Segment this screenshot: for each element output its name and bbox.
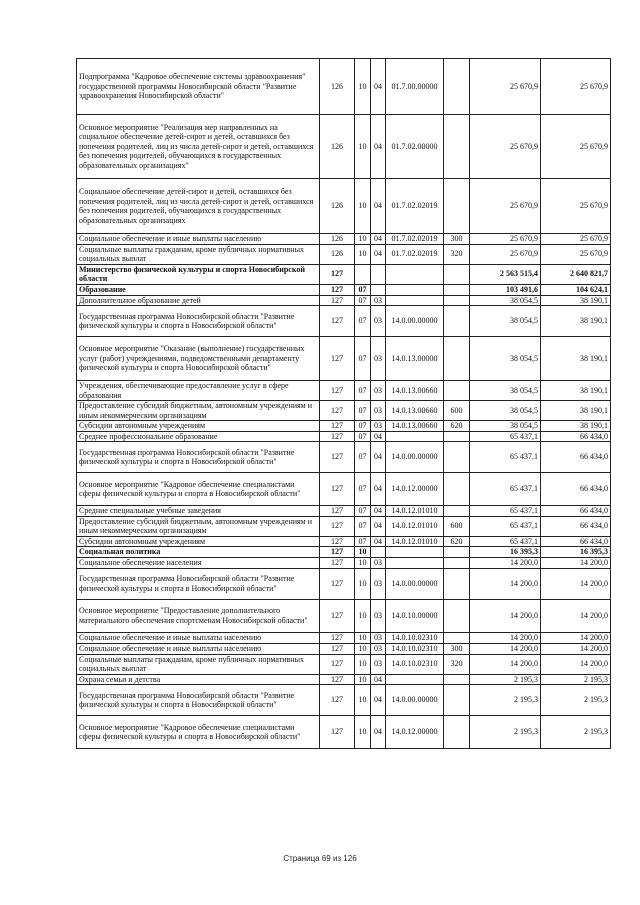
subsection-code-cell xyxy=(371,547,386,558)
subsection-code-cell: 03 xyxy=(371,381,386,401)
amount-year1-cell: 38 054,5 xyxy=(470,421,541,432)
table-row xyxy=(77,558,611,569)
expense-type-cell xyxy=(444,179,470,234)
row-name-cell: Социальное обеспечение детей-сирот и детей, оставшихся без попечения родителей, лиц из числа детей-сирот и детей, оставшихся без попечения родителей, обучающихся в государственных образовательных организациях xyxy=(77,179,320,234)
amount-year2-cell: 14 200,0 xyxy=(541,654,611,674)
target-article-cell: 14.0.13.00000 xyxy=(386,337,444,381)
row-name-cell: Государственная программа Новосибирской области "Развитие физической культуры и спорта в Новосибирской области" xyxy=(77,568,320,599)
table-row xyxy=(77,234,611,245)
ministry-code-cell: 127 xyxy=(320,337,355,381)
section-code-cell: 10 xyxy=(355,716,371,749)
expense-type-cell xyxy=(444,337,470,381)
subsection-code-cell xyxy=(371,264,386,284)
amount-year1-cell: 14 200,0 xyxy=(470,558,541,569)
ministry-code-cell: 127 xyxy=(320,558,355,569)
section-code-cell: 07 xyxy=(355,337,371,381)
subsection-code-cell: 04 xyxy=(371,685,386,716)
subsection-code-cell: 03 xyxy=(371,568,386,599)
section-code-cell: 10 xyxy=(355,643,371,654)
row-name-cell: Министерство физической культуры и спорта Новосибирской области xyxy=(77,264,320,284)
section-code-cell: 07 xyxy=(355,306,371,337)
expense-type-cell xyxy=(444,674,470,685)
amount-year1-cell: 65 437,1 xyxy=(470,516,541,536)
amount-year1-cell: 2 195,3 xyxy=(470,685,541,716)
table-row xyxy=(77,516,611,536)
amount-year2-cell: 2 195,3 xyxy=(541,685,611,716)
ministry-code-cell: 127 xyxy=(320,431,355,442)
section-code-cell: 10 xyxy=(355,599,371,632)
ministry-code-cell: 126 xyxy=(320,115,355,179)
target-article-cell xyxy=(386,547,444,558)
expense-type-cell: 320 xyxy=(444,654,470,674)
subsection-code-cell: 04 xyxy=(371,234,386,245)
ministry-code-cell: 127 xyxy=(320,381,355,401)
expense-type-cell xyxy=(444,632,470,643)
section-code-cell: 07 xyxy=(355,442,371,473)
amount-year2-cell: 16 395,3 xyxy=(541,547,611,558)
table-row xyxy=(77,295,611,306)
amount-year2-cell: 25 670,9 xyxy=(541,115,611,179)
amount-year2-cell: 66 434,0 xyxy=(541,536,611,547)
expense-type-cell xyxy=(444,506,470,517)
subsection-code-cell: 04 xyxy=(371,536,386,547)
table-row xyxy=(77,421,611,432)
amount-year1-cell: 14 200,0 xyxy=(470,599,541,632)
expense-type-cell: 600 xyxy=(444,401,470,421)
section-code-cell: 10 xyxy=(355,674,371,685)
amount-year1-cell: 14 200,0 xyxy=(470,654,541,674)
section-code-cell: 07 xyxy=(355,473,371,506)
table-row xyxy=(77,284,611,295)
target-article-cell: 14.0.13.00660 xyxy=(386,421,444,432)
expense-type-cell: 600 xyxy=(444,516,470,536)
table-row xyxy=(77,264,611,284)
table-row xyxy=(77,674,611,685)
subsection-code-cell: 04 xyxy=(371,442,386,473)
subsection-code-cell xyxy=(371,284,386,295)
subsection-code-cell: 03 xyxy=(371,558,386,569)
subsection-code-cell: 04 xyxy=(371,431,386,442)
expense-type-cell xyxy=(444,431,470,442)
target-article-cell: 01.7.02.02019 xyxy=(386,244,444,264)
section-code-cell: 07 xyxy=(355,401,371,421)
ministry-code-cell: 127 xyxy=(320,536,355,547)
amount-year2-cell: 104 624,1 xyxy=(541,284,611,295)
expense-type-cell: 620 xyxy=(444,421,470,432)
row-name-cell: Предоставление субсидий бюджетным, автономным учреждениям и иным некоммерческим организациям xyxy=(77,516,320,536)
section-code-cell xyxy=(355,264,371,284)
amount-year2-cell: 14 200,0 xyxy=(541,568,611,599)
amount-year1-cell: 14 200,0 xyxy=(470,568,541,599)
ministry-code-cell: 127 xyxy=(320,264,355,284)
row-name-cell: Учреждения, обеспечивающие предоставление услуг в сфере образования xyxy=(77,381,320,401)
expense-type-cell xyxy=(444,381,470,401)
target-article-cell: 01.7.00.00000 xyxy=(386,59,444,115)
row-name-cell: Предоставление субсидий бюджетным, автономным учреждениям и иным некоммерческим организациям xyxy=(77,401,320,421)
amount-year1-cell: 65 437,1 xyxy=(470,431,541,442)
amount-year2-cell: 14 200,0 xyxy=(541,632,611,643)
row-name-cell: Основное мероприятие "Оказание (выполнение) государственных услуг (работ) учреждениями, подведомственными департаменту физической культуры и спорта Новосибирской области" xyxy=(77,337,320,381)
target-article-cell: 14.0.12.00000 xyxy=(386,716,444,749)
amount-year1-cell: 65 437,1 xyxy=(470,442,541,473)
section-code-cell: 07 xyxy=(355,536,371,547)
target-article-cell: 14.0.13.00660 xyxy=(386,381,444,401)
row-name-cell: Основное мероприятие "Кадровое обеспечение специалистами сферы физической культуры и спорта в Новосибирской области" xyxy=(77,716,320,749)
expense-type-cell: 300 xyxy=(444,234,470,245)
amount-year2-cell: 25 670,9 xyxy=(541,244,611,264)
target-article-cell xyxy=(386,558,444,569)
target-article-cell xyxy=(386,284,444,295)
subsection-code-cell: 04 xyxy=(371,179,386,234)
subsection-code-cell: 03 xyxy=(371,295,386,306)
ministry-code-cell: 126 xyxy=(320,179,355,234)
table-row xyxy=(77,599,611,632)
table-row xyxy=(77,244,611,264)
amount-year2-cell: 25 670,9 xyxy=(541,234,611,245)
row-name-cell: Основное мероприятие "Кадровое обеспечение специалистами сферы физической культуры и спорта в Новосибирской области" xyxy=(77,473,320,506)
table-row xyxy=(77,632,611,643)
target-article-cell: 14.0.00.00000 xyxy=(386,442,444,473)
amount-year2-cell: 66 434,0 xyxy=(541,506,611,517)
amount-year2-cell: 38 190,1 xyxy=(541,306,611,337)
subsection-code-cell: 03 xyxy=(371,306,386,337)
section-code-cell: 10 xyxy=(355,115,371,179)
expense-type-cell: 320 xyxy=(444,244,470,264)
table-row xyxy=(77,431,611,442)
row-name-cell: Социальные выплаты гражданам, кроме публичных нормативных социальных выплат xyxy=(77,244,320,264)
expense-type-cell xyxy=(444,473,470,506)
target-article-cell: 14.0.10.02310 xyxy=(386,643,444,654)
subsection-code-cell: 04 xyxy=(371,516,386,536)
subsection-code-cell: 04 xyxy=(371,115,386,179)
table-row xyxy=(77,547,611,558)
target-article-cell: 01.7.02.00000 xyxy=(386,115,444,179)
amount-year2-cell: 2 195,3 xyxy=(541,674,611,685)
section-code-cell: 07 xyxy=(355,506,371,517)
row-name-cell: Средние специальные учебные заведения xyxy=(77,506,320,517)
row-name-cell: Социальное обеспечение населения xyxy=(77,558,320,569)
section-code-cell: 10 xyxy=(355,558,371,569)
ministry-code-cell: 127 xyxy=(320,632,355,643)
ministry-code-cell: 127 xyxy=(320,599,355,632)
amount-year2-cell: 66 434,0 xyxy=(541,431,611,442)
section-code-cell: 10 xyxy=(355,244,371,264)
amount-year2-cell: 38 190,1 xyxy=(541,401,611,421)
amount-year1-cell: 16 395,3 xyxy=(470,547,541,558)
expense-type-cell xyxy=(444,685,470,716)
amount-year1-cell: 25 670,9 xyxy=(470,244,541,264)
amount-year2-cell: 66 434,0 xyxy=(541,516,611,536)
subsection-code-cell: 03 xyxy=(371,401,386,421)
expense-type-cell xyxy=(444,284,470,295)
section-code-cell: 10 xyxy=(355,685,371,716)
ministry-code-cell: 127 xyxy=(320,284,355,295)
section-code-cell: 10 xyxy=(355,547,371,558)
expense-type-cell xyxy=(444,568,470,599)
expense-type-cell xyxy=(444,306,470,337)
amount-year1-cell: 2 563 515,4 xyxy=(470,264,541,284)
ministry-code-cell: 127 xyxy=(320,506,355,517)
target-article-cell: 14.0.12.01010 xyxy=(386,536,444,547)
ministry-code-cell: 126 xyxy=(320,59,355,115)
ministry-code-cell: 126 xyxy=(320,234,355,245)
expense-type-cell xyxy=(444,264,470,284)
section-code-cell: 07 xyxy=(355,431,371,442)
amount-year1-cell: 14 200,0 xyxy=(470,643,541,654)
section-code-cell: 10 xyxy=(355,179,371,234)
row-name-cell: Дополнительное образование детей xyxy=(77,295,320,306)
amount-year1-cell: 38 054,5 xyxy=(470,295,541,306)
table-row xyxy=(77,643,611,654)
amount-year1-cell: 14 200,0 xyxy=(470,632,541,643)
table-row xyxy=(77,685,611,716)
target-article-cell xyxy=(386,264,444,284)
ministry-code-cell: 127 xyxy=(320,473,355,506)
ministry-code-cell: 127 xyxy=(320,442,355,473)
subsection-code-cell: 03 xyxy=(371,643,386,654)
row-name-cell: Субсидии автономным учреждениям xyxy=(77,421,320,432)
subsection-code-cell: 03 xyxy=(371,421,386,432)
ministry-code-cell: 126 xyxy=(320,244,355,264)
section-code-cell: 07 xyxy=(355,295,371,306)
target-article-cell xyxy=(386,431,444,442)
amount-year2-cell: 38 190,1 xyxy=(541,337,611,381)
target-article-cell: 01.7.02.02019 xyxy=(386,179,444,234)
row-name-cell: Основное мероприятие "Реализация мер направленных на социальное обеспечение детей-сирот и детей, оставшихся без попечения родителей, лиц из числа детей-сирот и детей, оставшихся без попечения родителей, обучающихся в государственных образовательных организациях" xyxy=(77,115,320,179)
ministry-code-cell: 127 xyxy=(320,421,355,432)
subsection-code-cell: 04 xyxy=(371,244,386,264)
amount-year2-cell: 66 434,0 xyxy=(541,473,611,506)
table-row xyxy=(77,473,611,506)
amount-year2-cell: 25 670,9 xyxy=(541,59,611,115)
amount-year1-cell: 25 670,9 xyxy=(470,59,541,115)
expense-type-cell xyxy=(444,295,470,306)
subsection-code-cell: 03 xyxy=(371,337,386,381)
subsection-code-cell: 04 xyxy=(371,716,386,749)
table-row xyxy=(77,536,611,547)
amount-year2-cell: 66 434,0 xyxy=(541,442,611,473)
table-row xyxy=(77,381,611,401)
ministry-code-cell: 127 xyxy=(320,685,355,716)
target-article-cell: 14.0.10.00000 xyxy=(386,599,444,632)
target-article-cell: 14.0.12.01010 xyxy=(386,506,444,517)
amount-year1-cell: 38 054,5 xyxy=(470,381,541,401)
table-row xyxy=(77,654,611,674)
amount-year2-cell: 38 190,1 xyxy=(541,381,611,401)
section-code-cell: 07 xyxy=(355,381,371,401)
ministry-code-cell: 127 xyxy=(320,654,355,674)
expense-type-cell xyxy=(444,599,470,632)
section-code-cell: 10 xyxy=(355,654,371,674)
row-name-cell: Социальные выплаты гражданам, кроме публичных нормативных социальных выплат xyxy=(77,654,320,674)
amount-year1-cell: 25 670,9 xyxy=(470,234,541,245)
amount-year1-cell: 65 437,1 xyxy=(470,473,541,506)
ministry-code-cell: 127 xyxy=(320,643,355,654)
subsection-code-cell: 04 xyxy=(371,59,386,115)
row-name-cell: Государственная программа Новосибирской области "Развитие физической культуры и спорта в Новосибирской области" xyxy=(77,442,320,473)
section-code-cell: 07 xyxy=(355,421,371,432)
expense-type-cell xyxy=(444,59,470,115)
ministry-code-cell: 127 xyxy=(320,674,355,685)
expense-type-cell: 300 xyxy=(444,643,470,654)
amount-year1-cell: 38 054,5 xyxy=(470,306,541,337)
target-article-cell xyxy=(386,295,444,306)
section-code-cell: 10 xyxy=(355,568,371,599)
target-article-cell: 14.0.00.00000 xyxy=(386,685,444,716)
target-article-cell: 14.0.00.00000 xyxy=(386,306,444,337)
ministry-code-cell: 127 xyxy=(320,547,355,558)
ministry-code-cell: 127 xyxy=(320,401,355,421)
table-row xyxy=(77,337,611,381)
amount-year2-cell: 14 200,0 xyxy=(541,558,611,569)
target-article-cell: 14.0.10.02310 xyxy=(386,632,444,643)
row-name-cell: Социальное обеспечение и иные выплаты населению xyxy=(77,234,320,245)
ministry-code-cell: 127 xyxy=(320,306,355,337)
row-name-cell: Субсидии автономным учреждениям xyxy=(77,536,320,547)
expense-type-cell xyxy=(444,547,470,558)
target-article-cell: 14.0.12.00000 xyxy=(386,473,444,506)
amount-year2-cell: 14 200,0 xyxy=(541,599,611,632)
amount-year1-cell: 38 054,5 xyxy=(470,337,541,381)
table-body xyxy=(77,59,611,749)
row-name-cell: Социальное обеспечение и иные выплаты населению xyxy=(77,632,320,643)
amount-year2-cell: 14 200,0 xyxy=(541,643,611,654)
row-name-cell: Социальная политика xyxy=(77,547,320,558)
amount-year1-cell: 103 491,6 xyxy=(470,284,541,295)
ministry-code-cell: 127 xyxy=(320,516,355,536)
ministry-code-cell: 127 xyxy=(320,716,355,749)
subsection-code-cell: 04 xyxy=(371,506,386,517)
row-name-cell: Среднее профессиональное образование xyxy=(77,431,320,442)
amount-year1-cell: 2 195,3 xyxy=(470,674,541,685)
section-code-cell: 07 xyxy=(355,284,371,295)
target-article-cell: 14.0.00.00000 xyxy=(386,568,444,599)
amount-year2-cell: 2 195,3 xyxy=(541,716,611,749)
subsection-code-cell: 03 xyxy=(371,654,386,674)
amount-year1-cell: 38 054,5 xyxy=(470,401,541,421)
amount-year2-cell: 38 190,1 xyxy=(541,295,611,306)
table-row xyxy=(77,115,611,179)
amount-year1-cell: 65 437,1 xyxy=(470,536,541,547)
row-name-cell: Подпрограмма "Кадровое обеспечение системы здравоохранения" государственной программы Новосибирской области "Развитие здравоохранения Новосибирской области" xyxy=(77,59,320,115)
subsection-code-cell: 03 xyxy=(371,632,386,643)
amount-year1-cell: 65 437,1 xyxy=(470,506,541,517)
row-name-cell: Охрана семьи и детства xyxy=(77,674,320,685)
section-code-cell: 10 xyxy=(355,632,371,643)
amount-year2-cell: 2 640 821,7 xyxy=(541,264,611,284)
amount-year2-cell: 38 190,1 xyxy=(541,421,611,432)
amount-year1-cell: 2 195,3 xyxy=(470,716,541,749)
table-row xyxy=(77,401,611,421)
table-row xyxy=(77,442,611,473)
target-article-cell: 14.0.10.02310 xyxy=(386,654,444,674)
amount-year2-cell: 25 670,9 xyxy=(541,179,611,234)
amount-year1-cell: 25 670,9 xyxy=(470,179,541,234)
table-row xyxy=(77,506,611,517)
page-number: Страница 69 из 126 xyxy=(283,854,357,863)
expense-type-cell xyxy=(444,115,470,179)
section-code-cell: 10 xyxy=(355,234,371,245)
subsection-code-cell: 04 xyxy=(371,674,386,685)
row-name-cell: Образование xyxy=(77,284,320,295)
expense-type-cell xyxy=(444,716,470,749)
row-name-cell: Социальное обеспечение и иные выплаты населению xyxy=(77,643,320,654)
expense-type-cell: 620 xyxy=(444,536,470,547)
ministry-code-cell: 127 xyxy=(320,295,355,306)
section-code-cell: 07 xyxy=(355,516,371,536)
table-row xyxy=(77,716,611,749)
target-article-cell: 14.0.12.01010 xyxy=(386,516,444,536)
expense-type-cell xyxy=(444,558,470,569)
row-name-cell: Основное мероприятие "Предоставление дополнительного материального обеспечения спортсменам Новосибирской области" xyxy=(77,599,320,632)
expense-type-cell xyxy=(444,442,470,473)
table-row xyxy=(77,306,611,337)
target-article-cell: 01.7.02.02019 xyxy=(386,234,444,245)
table-row xyxy=(77,179,611,234)
row-name-cell: Государственная программа Новосибирской области "Развитие физической культуры и спорта в Новосибирской области" xyxy=(77,306,320,337)
ministry-code-cell: 127 xyxy=(320,568,355,599)
target-article-cell xyxy=(386,674,444,685)
subsection-code-cell: 04 xyxy=(371,473,386,506)
section-code-cell: 10 xyxy=(355,59,371,115)
amount-year1-cell: 25 670,9 xyxy=(470,115,541,179)
row-name-cell: Государственная программа Новосибирской области "Развитие физической культуры и спорта в Новосибирской области" xyxy=(77,685,320,716)
target-article-cell: 14.0.13.00660 xyxy=(386,401,444,421)
table-row xyxy=(77,59,611,115)
table-row xyxy=(77,568,611,599)
budget-table xyxy=(76,58,611,749)
subsection-code-cell: 03 xyxy=(371,599,386,632)
